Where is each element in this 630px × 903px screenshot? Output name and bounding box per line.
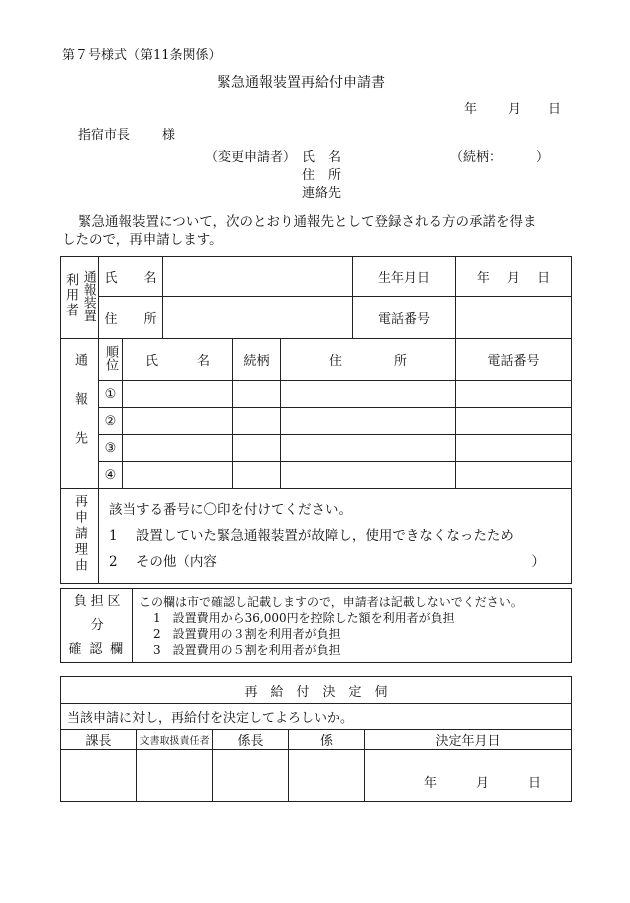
burden-item-1: 1 設置費用から36,000円を控除した額を利用者が負担 [153,610,455,625]
name-label: 氏 名 [302,150,342,165]
user-address-label: 住 所 [99,297,163,339]
user-name-cell[interactable] [163,257,353,297]
device-side-label: 通報装置 [80,269,96,322]
date-year: 年 [464,102,478,117]
form-number: 第７号様式（第11条関係） [62,48,222,63]
reason-item-2-num: 2 [109,554,118,570]
contact-phone-cell[interactable] [456,462,572,489]
row-order-4: ④ [99,462,123,489]
contact-relation-cell[interactable] [233,381,281,408]
row-order-2: ② [99,408,123,435]
decision-question: 当該申請に対し，再給付を決定してよろしいか。 [61,704,572,730]
contact-name-cell[interactable] [123,435,233,462]
contact-phone-header: 電話番号 [456,339,572,381]
seal-staff[interactable] [289,750,365,802]
burden-item-2: 2 設置費用の３割を利用者が負担 [153,626,341,641]
contact-address-cell[interactable] [281,435,456,462]
contact-label: 連絡先 [302,186,342,201]
contact-address-cell[interactable] [281,381,456,408]
contact-relation-cell[interactable] [233,408,281,435]
contact-name-cell[interactable] [123,381,233,408]
header-subsection-chief: 係長 [213,730,289,750]
burden-table [60,588,572,663]
header-staff: 係 [289,730,365,750]
honorific: 様 [162,128,176,143]
date-day: 日 [548,102,562,117]
form-title: 緊急通報装置再給付申請書 [217,75,385,91]
birth-value[interactable]: 年 月 日 [456,257,572,297]
decision-title: 再 給 付 決 定 伺 [61,677,572,704]
date-month: 月 [508,102,522,117]
reason-instruction: 該当する番号に〇印を付けてください。 [109,502,352,518]
contact-name-cell[interactable] [123,462,233,489]
header-section-chief: 課長 [61,730,137,750]
user-address-cell[interactable] [163,297,353,339]
contact-name-header: 氏 名 [123,339,233,381]
burden-item-3: 3 設置費用の５割を利用者が負担 [153,642,341,657]
reason-item-2-close: ） [531,554,546,570]
birth-label: 生年月日 [353,257,456,297]
intro-line-2: したので，再申請します。 [62,232,223,248]
reason-item-2-text: その他（内容 [135,554,217,570]
reason-item-2[interactable] [109,549,571,575]
burden-note: この欄は市で確認し記載しますので，申請者は記載しないでください。 [139,594,523,609]
contact-phone-cell[interactable] [456,435,572,462]
burden-label-2: 確認欄 [68,641,131,657]
row-order-3: ③ [99,435,123,462]
reason-item-1-num: 1 [109,528,118,544]
burden-label-1: 負担区分 [73,593,125,633]
user-side-label: 利用者 [63,273,78,318]
contact-phone-cell[interactable] [456,408,572,435]
reason-item-1-text: 設置していた緊急通報装置が故障し，使用できなくなったため [135,528,514,544]
seal-section-chief[interactable] [61,750,137,802]
contact-relation-cell[interactable] [233,462,281,489]
contact-address-cell[interactable] [281,408,456,435]
intro-line-1: 緊急通報装置について，次のとおり通報先として登録される方の承諾を得ま [78,214,537,230]
addressee: 指宿市長 [78,128,131,143]
row-order-1: ① [99,381,123,408]
decision-date-value[interactable]: 年 月 日 [365,750,572,802]
reason-item-1[interactable] [109,523,571,549]
application-table [60,256,572,584]
relation-header: 続柄 [233,339,281,381]
contact-address-cell[interactable] [281,462,456,489]
user-name-label: 氏 名 [99,257,163,297]
phone-label: 電話番号 [353,297,456,339]
address-label: 住 所 [302,168,342,183]
contact-phone-cell[interactable] [456,381,572,408]
contacts-side-label: 通報先 [72,353,87,470]
decision-table [60,676,572,802]
seal-subsection-chief[interactable] [213,750,289,802]
reason-side-label: 再申請理由 [72,494,87,574]
header-decision-date: 決定年月日 [365,730,572,750]
relation-close: ） [536,150,550,165]
contact-address-header: 住 所 [281,339,456,381]
order-header: 順位 [103,344,118,371]
contact-name-cell[interactable] [123,408,233,435]
applicant-label: （変更申請者） [205,150,297,165]
header-document-officer: 文書取扱責任者 [137,730,213,750]
user-phone-cell[interactable] [456,297,572,339]
seal-document-officer[interactable] [137,750,213,802]
contact-relation-cell[interactable] [233,435,281,462]
relation-label: （続柄： [450,150,503,165]
